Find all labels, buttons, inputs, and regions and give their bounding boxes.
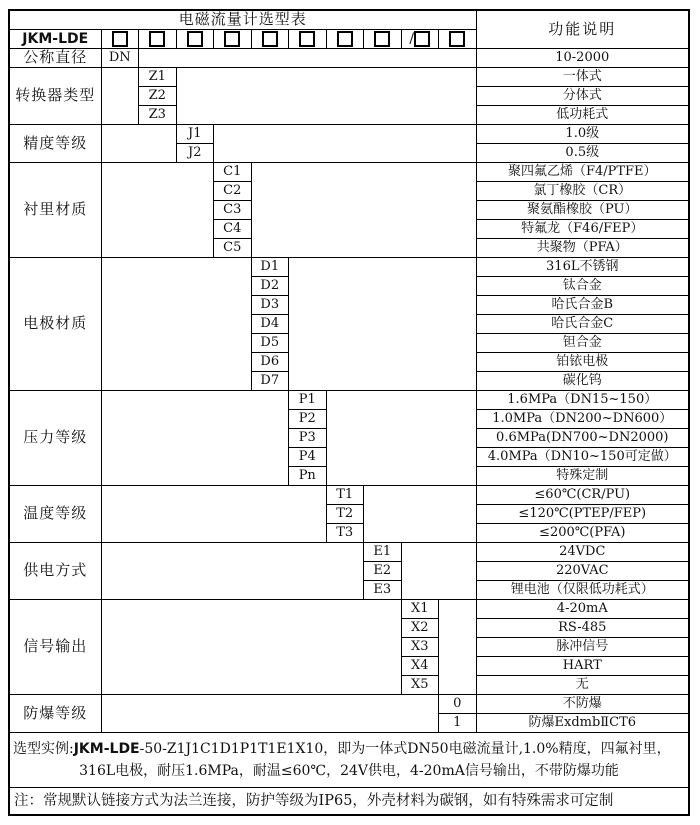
group-label-lining: 衬里材质 bbox=[9, 163, 101, 258]
function-cell: 4.0MPa（DN10~150可定做） bbox=[476, 448, 689, 467]
selection-example bbox=[9, 733, 689, 788]
checkbox-icon bbox=[224, 31, 240, 47]
code-cell-T3: T3 bbox=[326, 524, 364, 543]
function-cell: 锂电池（仅限低功耗式） bbox=[476, 581, 689, 600]
code-cell-X5: X5 bbox=[401, 676, 439, 695]
group-row-accuracy bbox=[9, 125, 689, 144]
code-cell-Z3: Z3 bbox=[139, 106, 177, 125]
function-cell: 聚四氟乙烯（F4/PTFE） bbox=[476, 163, 689, 182]
checkbox-icon bbox=[449, 31, 465, 47]
function-cell: 1.0级 bbox=[476, 125, 689, 144]
example-row bbox=[9, 733, 689, 788]
function-cell: ≤200℃(PFA) bbox=[476, 524, 689, 543]
example-prefix: 选型实例: bbox=[13, 740, 74, 757]
code-cell-C5: C5 bbox=[214, 239, 252, 258]
spacer-cell bbox=[101, 163, 214, 258]
code-cell-T2: T2 bbox=[326, 505, 364, 524]
code-cell-X4: X4 bbox=[401, 657, 439, 676]
checkbox-icon bbox=[374, 31, 390, 47]
code-cell-J1: J1 bbox=[176, 125, 214, 144]
code-cell-X1: X1 bbox=[401, 600, 439, 619]
function-cell: 特殊定制 bbox=[476, 467, 689, 486]
code-cell-1: 1 bbox=[439, 714, 477, 733]
function-column-header: 功能说明 bbox=[476, 10, 689, 49]
group-row-signal bbox=[9, 600, 689, 619]
function-cell: 1.6MPa（DN15~150） bbox=[476, 391, 689, 410]
slot-separator: / bbox=[409, 30, 415, 47]
group-label-converter: 转换器类型 bbox=[9, 68, 101, 125]
group-label-electrode: 电极材质 bbox=[9, 258, 101, 391]
checkbox-icon bbox=[262, 31, 278, 47]
function-cell: 1.0MPa（DN200~DN600） bbox=[476, 410, 689, 429]
spacer-cell bbox=[289, 258, 477, 391]
spacer-cell bbox=[176, 68, 476, 125]
function-cell: 0.5级 bbox=[476, 144, 689, 163]
code-cell-D7: D7 bbox=[251, 372, 289, 391]
example-line-1 bbox=[13, 738, 685, 760]
function-cell: 氯丁橡胶（CR） bbox=[476, 182, 689, 201]
function-cell: 铂铱电极 bbox=[476, 353, 689, 372]
group-row-explosion bbox=[9, 695, 689, 714]
spacer-cell bbox=[326, 391, 476, 486]
spacer-cell bbox=[139, 49, 477, 68]
code-cell-D3: D3 bbox=[251, 296, 289, 315]
code-cell-DN: DN bbox=[101, 49, 139, 68]
note-row bbox=[9, 788, 689, 816]
checkbox-icon bbox=[337, 31, 353, 47]
code-cell-C3: C3 bbox=[214, 201, 252, 220]
function-cell: 哈氏合金B bbox=[476, 296, 689, 315]
spacer-cell bbox=[101, 543, 364, 600]
code-cell-J2: J2 bbox=[176, 144, 214, 163]
title-row bbox=[9, 10, 689, 30]
code-cell-D4: D4 bbox=[251, 315, 289, 334]
spec-slot-cell bbox=[101, 30, 139, 49]
function-cell: 钽合金 bbox=[476, 334, 689, 353]
code-cell-E1: E1 bbox=[364, 543, 402, 562]
function-cell: 10-2000 bbox=[476, 49, 689, 68]
spacer-cell bbox=[401, 543, 476, 600]
group-label-signal: 信号输出 bbox=[9, 600, 101, 695]
group-label-diameter: 公称直径 bbox=[9, 49, 101, 68]
code-cell-C2: C2 bbox=[214, 182, 252, 201]
spacer-cell bbox=[439, 600, 477, 695]
checkbox-icon bbox=[187, 31, 203, 47]
selection-table bbox=[8, 9, 690, 816]
function-cell: ≤60℃(CR/PU) bbox=[476, 486, 689, 505]
code-cell-C1: C1 bbox=[214, 163, 252, 182]
code-cell-E2: E2 bbox=[364, 562, 402, 581]
function-cell: 特氟龙（F46/FEP） bbox=[476, 220, 689, 239]
function-cell: 220VAC bbox=[476, 562, 689, 581]
code-cell-T1: T1 bbox=[326, 486, 364, 505]
function-cell: 0.6MPa(DN700~DN2000) bbox=[476, 429, 689, 448]
spec-slot-cell bbox=[214, 30, 252, 49]
group-label-temperature: 温度等级 bbox=[9, 486, 101, 543]
code-cell-E3: E3 bbox=[364, 581, 402, 600]
code-cell-Z1: Z1 bbox=[139, 68, 177, 87]
group-row-lining bbox=[9, 163, 689, 182]
spec-slot-cell bbox=[364, 30, 402, 49]
model-name: JKM-LDE bbox=[9, 30, 101, 49]
spacer-cell bbox=[101, 695, 439, 733]
code-cell-X3: X3 bbox=[401, 638, 439, 657]
example-brand: JKM-LDE bbox=[73, 740, 140, 757]
code-cell-C4: C4 bbox=[214, 220, 252, 239]
function-cell: 防爆ExdmbⅡCT6 bbox=[476, 714, 689, 733]
spacer-cell bbox=[364, 486, 477, 543]
code-cell-P1: P1 bbox=[289, 391, 327, 410]
function-cell: HART bbox=[476, 657, 689, 676]
spec-slot-cell bbox=[401, 30, 439, 49]
group-label-pressure: 压力等级 bbox=[9, 391, 101, 486]
example-rest: -50-Z1J1C1D1P1T1E1X10，即为一体式DN50电磁流量计,1.0%精度，四氟衬里， bbox=[139, 740, 671, 757]
spacer-cell bbox=[101, 258, 251, 391]
function-cell: ≤120℃(PTEP/FEP) bbox=[476, 505, 689, 524]
code-cell-P3: P3 bbox=[289, 429, 327, 448]
function-cell: 钛合金 bbox=[476, 277, 689, 296]
spacer-cell bbox=[101, 68, 139, 125]
function-cell: 24VDC bbox=[476, 543, 689, 562]
function-cell: 316L不锈钢 bbox=[476, 258, 689, 277]
function-cell: 不防爆 bbox=[476, 695, 689, 714]
code-cell-D2: D2 bbox=[251, 277, 289, 296]
spacer-cell bbox=[101, 600, 401, 695]
group-label-accuracy: 精度等级 bbox=[9, 125, 101, 163]
table-title: 电磁流量计选型表 bbox=[9, 10, 476, 30]
code-cell-0: 0 bbox=[439, 695, 477, 714]
spec-slot-cell bbox=[326, 30, 364, 49]
code-cell-D1: D1 bbox=[251, 258, 289, 277]
code-cell-P4: P4 bbox=[289, 448, 327, 467]
spec-slot-cell bbox=[139, 30, 177, 49]
example-line-2: 316L电极，耐压1.6MPa，耐温≤60℃，24V供电，4-20mA信号输出，不带防爆功能 bbox=[79, 763, 619, 779]
function-cell: 分体式 bbox=[476, 87, 689, 106]
group-row-converter bbox=[9, 68, 689, 87]
spec-slot-cell bbox=[251, 30, 289, 49]
function-cell: 聚氨酯橡胶（PU） bbox=[476, 201, 689, 220]
function-cell: RS-485 bbox=[476, 619, 689, 638]
code-cell-Z2: Z2 bbox=[139, 87, 177, 106]
spacer-cell bbox=[101, 486, 326, 543]
function-cell: 碳化钨 bbox=[476, 372, 689, 391]
group-row-temperature bbox=[9, 486, 689, 505]
group-row-electrode bbox=[9, 258, 689, 277]
function-cell: 共聚物（PFA） bbox=[476, 239, 689, 258]
code-cell-D6: D6 bbox=[251, 353, 289, 372]
spacer-cell bbox=[101, 391, 289, 486]
spec-slot-cell bbox=[289, 30, 327, 49]
function-cell: 低功耗式 bbox=[476, 106, 689, 125]
group-label-explosion: 防爆等级 bbox=[9, 695, 101, 733]
code-cell-P2: P2 bbox=[289, 410, 327, 429]
spec-slot-cell bbox=[439, 30, 477, 49]
code-cell-X2: X2 bbox=[401, 619, 439, 638]
group-label-power: 供电方式 bbox=[9, 543, 101, 600]
note-text: 注：常规默认链接方式为法兰连接，防护等级为IP65，外壳材料为碳钢，如有特殊需求可定制 bbox=[9, 788, 689, 816]
function-cell: 脉冲信号 bbox=[476, 638, 689, 657]
spec-slot-cell bbox=[176, 30, 214, 49]
group-row-pressure bbox=[9, 391, 689, 410]
diameter-row bbox=[9, 49, 689, 68]
checkbox-icon bbox=[112, 31, 128, 47]
code-cell-D5: D5 bbox=[251, 334, 289, 353]
function-cell: 哈氏合金C bbox=[476, 315, 689, 334]
spacer-cell bbox=[251, 163, 476, 258]
function-cell: 无 bbox=[476, 676, 689, 695]
function-cell: 4-20mA bbox=[476, 600, 689, 619]
code-cell-Pn: Pn bbox=[289, 467, 327, 486]
group-row-power bbox=[9, 543, 689, 562]
spacer-cell bbox=[214, 125, 477, 163]
checkbox-icon bbox=[414, 31, 430, 47]
function-cell: 一体式 bbox=[476, 68, 689, 87]
checkbox-icon bbox=[299, 31, 315, 47]
spacer-cell bbox=[101, 125, 176, 163]
checkbox-icon bbox=[149, 31, 165, 47]
